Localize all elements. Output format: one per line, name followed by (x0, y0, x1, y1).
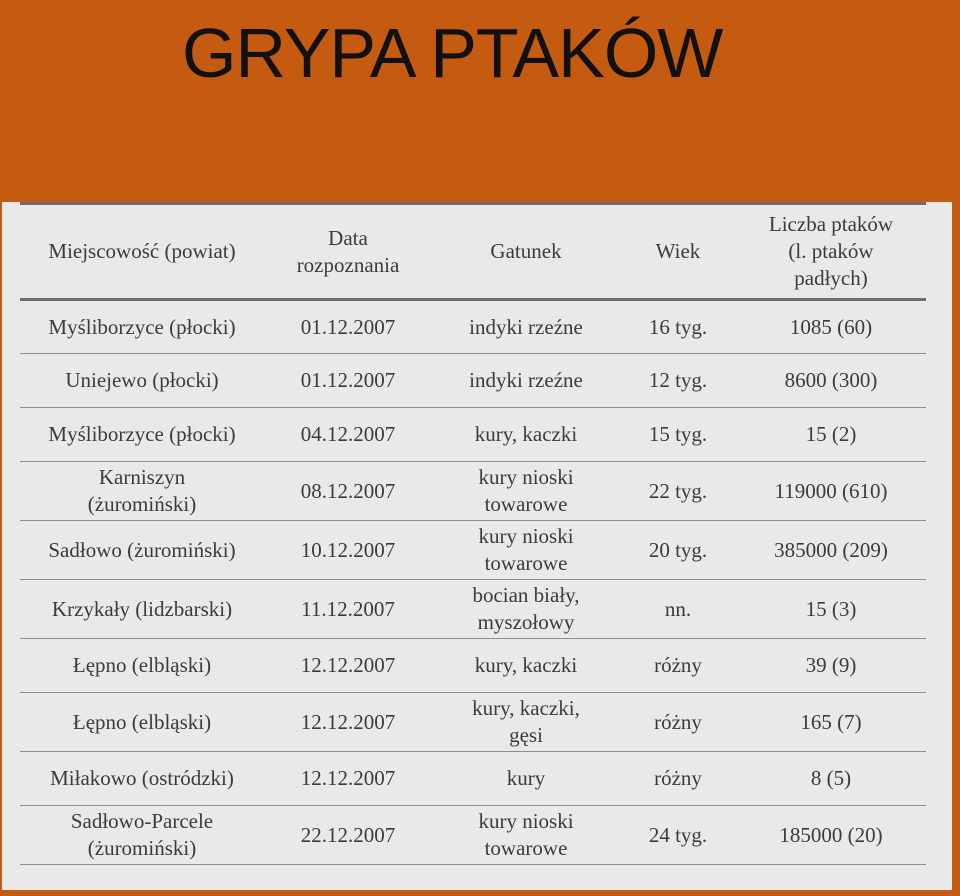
cell-date: 01.12.2007 (264, 300, 432, 354)
cell-age: 16 tyg. (620, 300, 736, 354)
header-species: Gatunek (432, 204, 620, 300)
cell-place: Uniejewo (płocki) (20, 354, 264, 408)
cell-species: kury, kaczki (432, 639, 620, 693)
header-age: Wiek (620, 204, 736, 300)
cell-age: różny (620, 752, 736, 806)
header-place: Miejscowość (powiat) (20, 204, 264, 300)
table-row (20, 300, 926, 354)
table-row (20, 408, 926, 462)
cell-count: 39 (9) (736, 639, 926, 693)
cell-place: Sadłowo (żuromiński) (20, 521, 264, 580)
cell-date: 08.12.2007 (264, 462, 432, 521)
table-row (20, 693, 926, 752)
cell-date: 12.12.2007 (264, 693, 432, 752)
slide-title: GRYPA PTAKÓW (182, 14, 723, 92)
cell-count: 15 (3) (736, 580, 926, 639)
cell-age: różny (620, 693, 736, 752)
cell-place: Sadłowo-Parcele (żuromiński) (20, 806, 264, 865)
table-row (20, 580, 926, 639)
table-row (20, 462, 926, 521)
cell-date: 12.12.2007 (264, 752, 432, 806)
cell-count: 15 (2) (736, 408, 926, 462)
cell-date: 01.12.2007 (264, 354, 432, 408)
table-row (20, 521, 926, 580)
cell-age: 15 tyg. (620, 408, 736, 462)
cell-species: kury nioski towarowe (432, 462, 620, 521)
cell-age: 24 tyg. (620, 806, 736, 865)
cell-count: 165 (7) (736, 693, 926, 752)
table-row (20, 354, 926, 408)
cell-species: indyki rzeźne (432, 300, 620, 354)
cell-species: kury nioski towarowe (432, 521, 620, 580)
cell-place: Myśliborzyce (płocki) (20, 300, 264, 354)
cell-place: Łępno (elbląski) (20, 639, 264, 693)
cell-age: 22 tyg. (620, 462, 736, 521)
cell-place: Myśliborzyce (płocki) (20, 408, 264, 462)
cell-place: Miłakowo (ostródzki) (20, 752, 264, 806)
bird-flu-table (20, 202, 926, 865)
cell-date: 11.12.2007 (264, 580, 432, 639)
cell-place: Karniszyn (żuromiński) (20, 462, 264, 521)
cell-species: kury (432, 752, 620, 806)
cell-age: nn. (620, 580, 736, 639)
cell-count: 385000 (209) (736, 521, 926, 580)
cell-count: 1085 (60) (736, 300, 926, 354)
cell-age: 20 tyg. (620, 521, 736, 580)
cell-date: 12.12.2007 (264, 639, 432, 693)
cell-species: kury, kaczki (432, 408, 620, 462)
cell-age: 12 tyg. (620, 354, 736, 408)
table-row (20, 752, 926, 806)
cell-date: 10.12.2007 (264, 521, 432, 580)
cell-species: kury, kaczki, gęsi (432, 693, 620, 752)
table-row (20, 639, 926, 693)
cell-species: indyki rzeźne (432, 354, 620, 408)
cell-count: 185000 (20) (736, 806, 926, 865)
cell-species: kury nioski towarowe (432, 806, 620, 865)
cell-place: Krzykały (lidzbarski) (20, 580, 264, 639)
cell-date: 22.12.2007 (264, 806, 432, 865)
header-count: Liczba ptaków (l. ptaków padłych) (736, 204, 926, 300)
cell-count: 119000 (610) (736, 462, 926, 521)
cell-date: 04.12.2007 (264, 408, 432, 462)
cell-age: różny (620, 639, 736, 693)
scanned-table-image (2, 202, 952, 890)
header-date: Data rozpoznania (264, 204, 432, 300)
cell-count: 8 (5) (736, 752, 926, 806)
table-row (20, 806, 926, 865)
cell-count: 8600 (300) (736, 354, 926, 408)
table-header-row (20, 204, 926, 300)
cell-place: Łępno (elbląski) (20, 693, 264, 752)
cell-species: bocian biały, myszołowy (432, 580, 620, 639)
